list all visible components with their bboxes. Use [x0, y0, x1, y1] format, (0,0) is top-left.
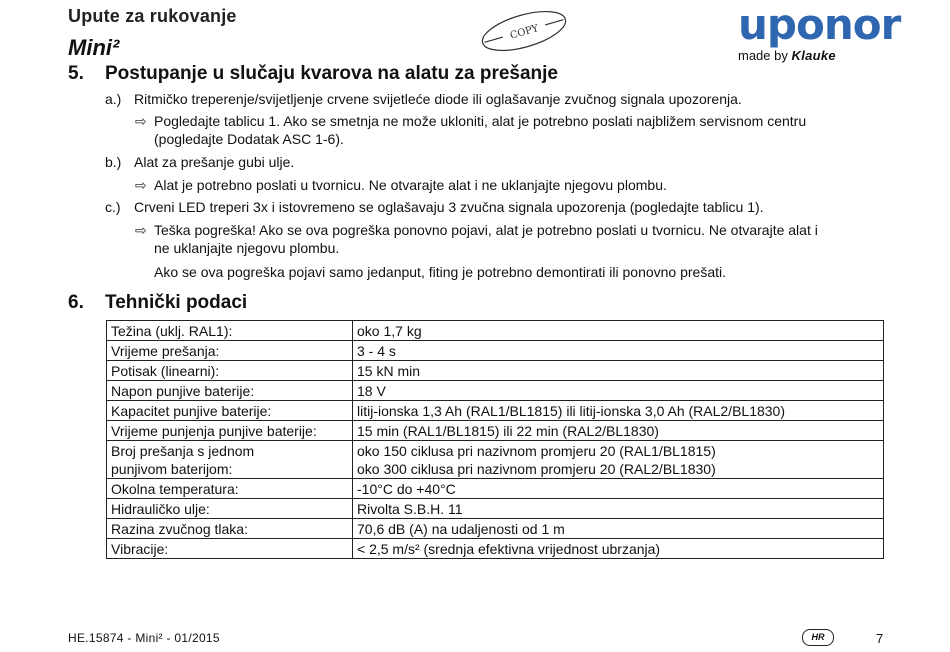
item-text-a: Ritmičko treperenje/svijetljenje crvene svijetleće diode ili oglašavanje zvučnog signala upozorenja.: [134, 91, 742, 107]
spec-label-line: Kapacitet punjive baterije:: [111, 403, 272, 419]
spec-label: [107, 321, 353, 341]
spec-value: [353, 499, 884, 519]
item-sub-a-1: Pogledajte tablicu 1. Ako se smetnja ne može ukloniti, alat je potrebno poslati najbližem servisnom centru: [154, 113, 807, 129]
section-5-heading: [68, 63, 558, 85]
table-row: [107, 539, 884, 559]
table-row: [107, 401, 884, 421]
spec-label-line: Vrijeme punjenja punjive baterije:: [111, 423, 317, 439]
product-name: Mini²: [68, 35, 120, 60]
spec-value: [353, 381, 884, 401]
spec-label: [107, 499, 353, 519]
spec-label: [107, 381, 353, 401]
brand-tagline: [738, 48, 888, 63]
spec-value-line: 70,6 dB (A) na udaljenosti od 1 m: [357, 521, 565, 537]
spec-label: [107, 341, 353, 361]
item-text-c: Crveni LED treperi 3x i istovremeno se oglašavaju 3 zvučna signala upozorenja (pogledajte tablicu 1).: [134, 199, 764, 215]
made-by-text: made by: [738, 48, 788, 63]
spec-value: [353, 341, 884, 361]
item-sub-c-2: ne uklanjajte njegovu plombu.: [154, 240, 340, 256]
spec-label: [107, 421, 353, 441]
klauke-logo: Klauke: [791, 48, 836, 63]
spec-label: [107, 479, 353, 499]
page-number: 7: [876, 631, 884, 646]
spec-value-line: Rivolta S.B.H. 11: [357, 501, 463, 517]
item-note-c: Ako se ova pogreška pojavi samo jedanput, fiting je potrebno demontirati ili ponovno prešati.: [154, 264, 727, 280]
item-marker-c: c.): [105, 199, 121, 215]
spec-value-line: < 2,5 m/s² (srednja efektivna vrijednost ubrzanja): [357, 541, 661, 557]
item-sub-a-2: (pogledajte Dodatak ASC 1-6).: [154, 131, 344, 147]
table-row: [107, 361, 884, 381]
spec-value-line: oko 300 ciklusa pri nazivnom promjeru 20 (RAL2/BL1830): [357, 461, 716, 477]
item-text-b: Alat za prešanje gubi ulje.: [134, 154, 295, 170]
table-row: [107, 381, 884, 401]
table-row: [107, 499, 884, 519]
spec-value: [353, 321, 884, 341]
technical-data-table: [106, 320, 884, 559]
spec-value: [353, 421, 884, 441]
spec-value: [353, 361, 884, 381]
spec-label-line: Hidrauličko ulje:: [111, 501, 210, 517]
spec-label-line: Vrijeme prešanja:: [111, 343, 220, 359]
document-title: Upute za rukovanje: [68, 6, 237, 26]
item-marker-b: b.): [105, 154, 122, 170]
spec-value: [353, 401, 884, 421]
spec-label-line: Vibracije:: [111, 541, 169, 557]
spec-value-line: 3 - 4 s: [357, 343, 396, 359]
table-row: [107, 441, 884, 479]
table-row: [107, 421, 884, 441]
spec-label: [107, 441, 353, 479]
section-title: Tehnički podaci: [105, 292, 248, 313]
spec-label-line: Potisak (linearni):: [111, 363, 220, 379]
spec-label-line: Okolna temperatura:: [111, 481, 239, 497]
item-marker-a: a.): [105, 91, 122, 107]
spec-value-line: 18 V: [357, 383, 386, 399]
spec-label: [107, 539, 353, 559]
item-sub-c-1: Teška pogreška! Ako se ova pogreška ponovno pojavi, alat je potrebno poslati u tvornicu. Ne otvarajte alat i: [154, 222, 818, 238]
spec-value-line: oko 1,7 kg: [357, 323, 422, 339]
arrow-icon: ⇨: [135, 113, 147, 129]
table-row: [107, 341, 884, 361]
spec-label: [107, 361, 353, 381]
arrow-icon: ⇨: [135, 222, 147, 238]
spec-label-line: Težina (uklj. RAL1):: [111, 323, 233, 339]
spec-value-line: litij-ionska 1,3 Ah (RAL1/BL1815) ili litij-ionska 3,0 Ah (RAL2/BL1830): [357, 403, 786, 419]
spec-value-line: 15 kN min: [357, 363, 421, 379]
item-sub-b-1: Alat je potrebno poslati u tvornicu. Ne otvarajte alat i ne uklanjajte njegovu plombu.: [154, 177, 667, 193]
arrow-icon: ⇨: [135, 177, 147, 193]
section-number: 5.: [68, 63, 84, 84]
spec-value: [353, 441, 884, 479]
stamp-text: COPY: [508, 23, 540, 42]
brand-logo: [738, 0, 901, 63]
document-header: [68, 6, 237, 61]
copy-stamp: [478, 8, 570, 59]
language-badge: HR: [802, 629, 834, 646]
footer-document-code: HE.15874 - Mini² - 01/2015: [68, 631, 220, 645]
table-row: [107, 479, 884, 499]
spec-value: [353, 519, 884, 539]
spec-label: [107, 519, 353, 539]
spec-value-line: -10°C do +40°C: [357, 481, 456, 497]
section-6-heading: [68, 292, 247, 314]
table-row: [107, 519, 884, 539]
section-number: 6.: [68, 292, 84, 313]
spec-value: [353, 539, 884, 559]
spec-value-line: 15 min (RAL1/BL1815) ili 22 min (RAL2/BL1830): [357, 423, 659, 439]
spec-label-line: Napon punjive baterije:: [111, 383, 255, 399]
section-title: Postupanje u slučaju kvarova na alatu za prešanje: [105, 63, 559, 84]
spec-label-line: Razina zvučnog tlaka:: [111, 521, 248, 537]
spec-value: [353, 479, 884, 499]
spec-label-line: Broj prešanja s jednom: [111, 443, 255, 459]
spec-label: [107, 401, 353, 421]
table-row: [107, 321, 884, 341]
spec-value-line: oko 150 ciklusa pri nazivnom promjeru 20 (RAL1/BL1815): [357, 443, 716, 459]
spec-label-line: punjivom baterijom:: [111, 461, 233, 477]
uponor-wordmark: uponor: [738, 0, 901, 49]
